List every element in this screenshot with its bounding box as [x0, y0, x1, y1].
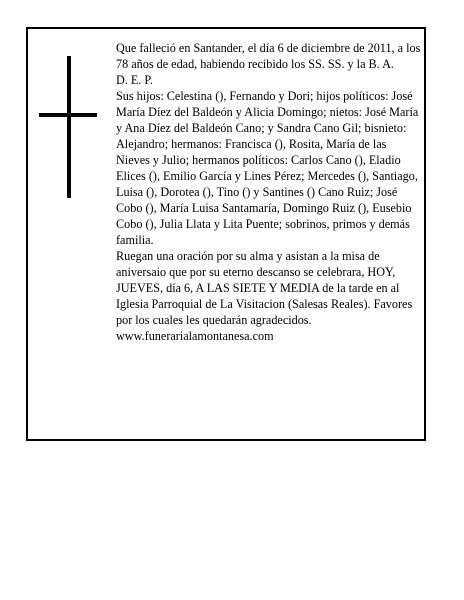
cross-vertical-bar: [67, 56, 71, 198]
death-announcement: Que falleció en Santander, el día 6 de diciembre de 2011, a los 78 años de edad, habiendo recibido los SS. SS. y la B. A.: [116, 41, 421, 71]
cross-horizontal-bar: [39, 113, 97, 117]
dep-line: D. E. P.: [116, 73, 153, 87]
mass-invitation: Ruegan una oración por su alma y asistan a la misa de aniversaio que por su eterno descanso se celebrara, HOY, JUEVES, día 6, A LAS SIETE Y MEDIA de la tarde en al Iglesia Parroquial de La Visitacion (Salesas Reales). Favores por los cuales les quedarán agradecidos.: [116, 249, 413, 327]
family-list: Sus hijos: Celestina (), Fernando y Dori; hijos políticos: José María Díez del Baldeón y Alicia Domingo; nietos: José María y Ana Díez del Baldeón Cano; y Sandra Cano Gil; bisnieto: Alejandro; hermanos: Francisca (), Rosita, María de las Nieves y Julio; hermanos políticos: Carlos Cano (), Eladio Elices (), Emilio García y Lines Pérez; Mercedes (), Santiago, Luisa (), Dorotea (), Tino () y Santines () Cano Ruiz; José Cobo (), María Luisa Santamaría, Domingo Ruiz (), Eusebio Cobo (), Julia Llata y Lita Puente; sobrinos, primos y demás familia.: [116, 89, 419, 247]
obituary-notice: [26, 27, 426, 441]
cross-icon: [39, 56, 97, 198]
funeral-home-website: www.funerarialamontanesa.com: [116, 329, 274, 343]
obituary-text: [116, 40, 422, 344]
